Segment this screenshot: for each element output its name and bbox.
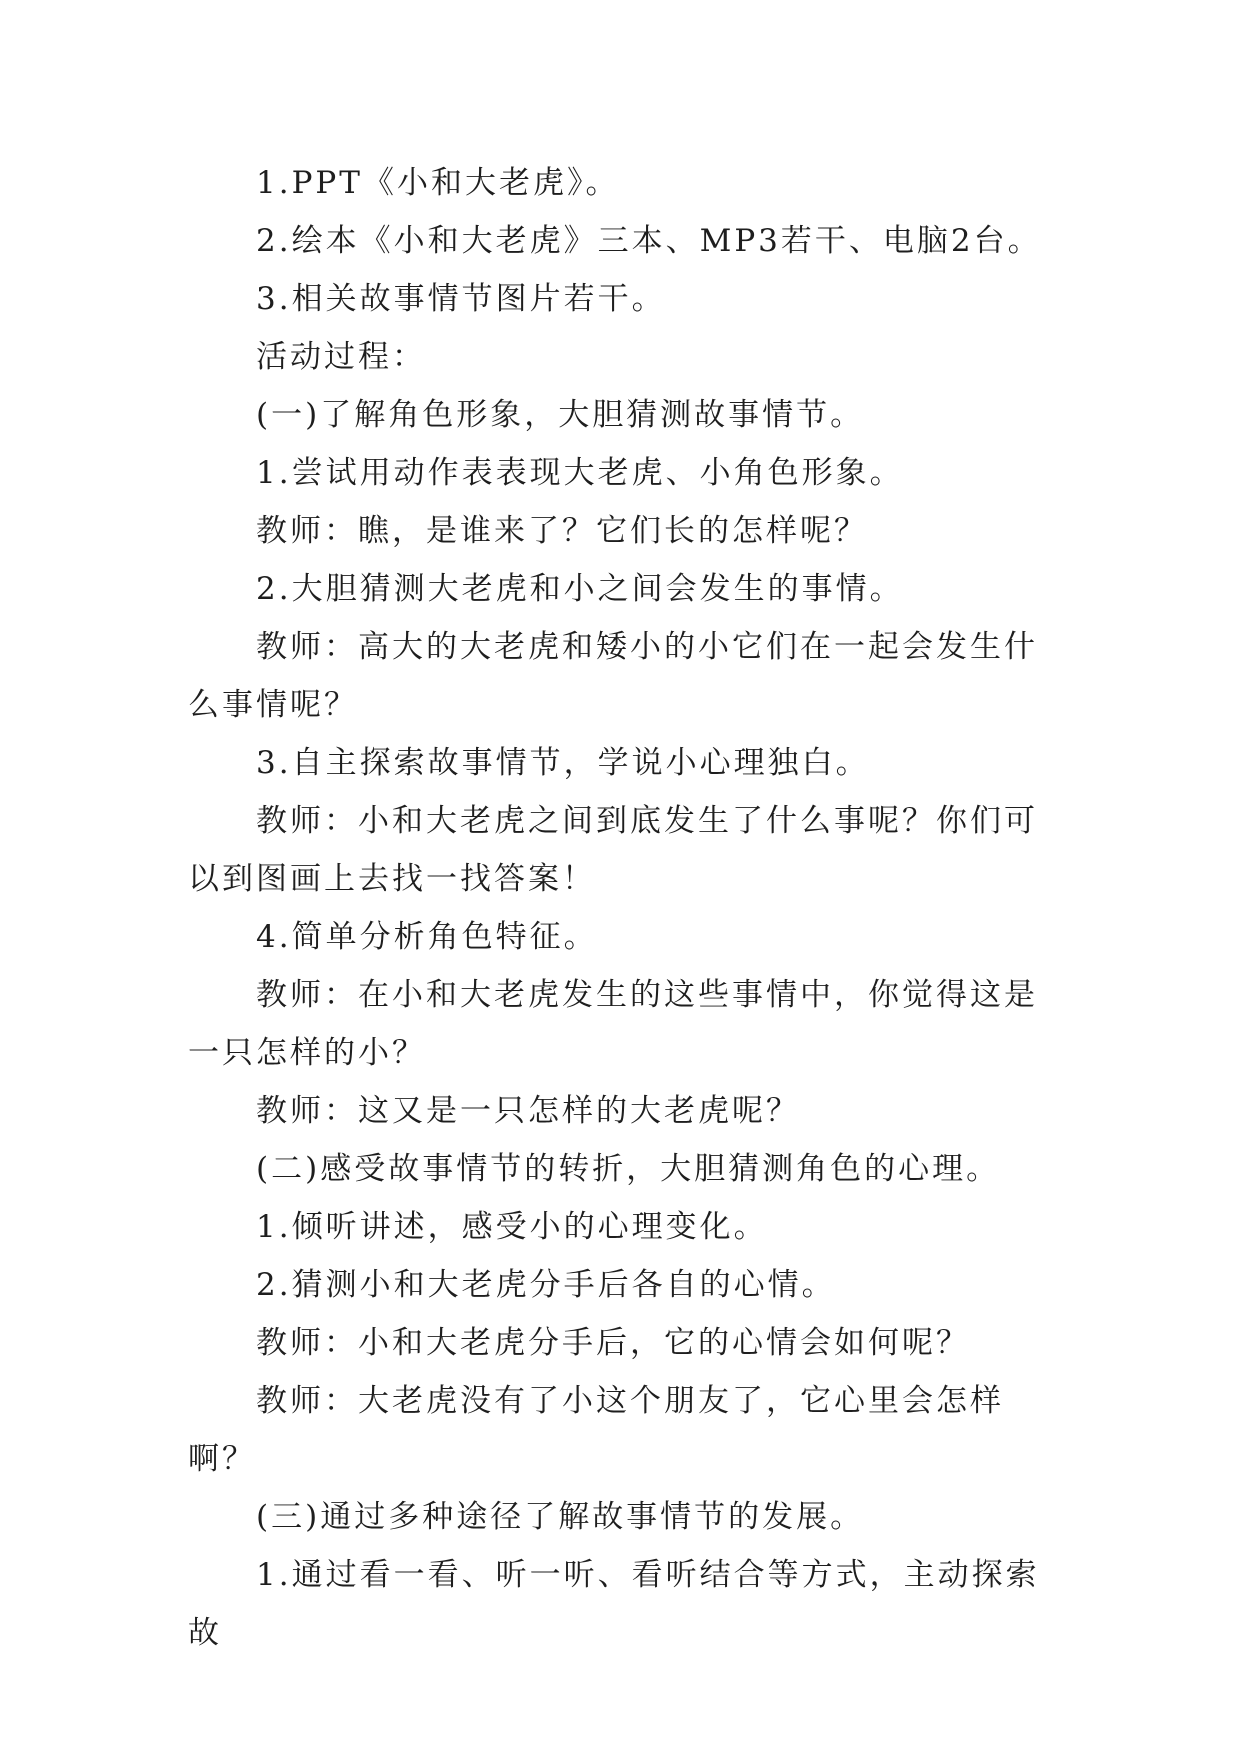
document-body xyxy=(188,154,1050,1662)
paragraph: 教师：高大的大老虎和矮小的小它们在一起会发生什么事情呢？ xyxy=(188,629,1038,723)
paragraph: 教师：瞧，是谁来了？它们长的怎样呢？ xyxy=(256,513,868,549)
section-heading: (二)感受故事情节的转折，大胆猜测角色的心理。 xyxy=(256,1151,1001,1187)
paragraph: 教师：在小和大老虎发生的这些事情中，你觉得这是一只怎样的小？ xyxy=(188,977,1038,1071)
paragraph: 1.通过看一看、听一听、看听结合等方式，主动探索故 xyxy=(188,1557,1040,1651)
section-heading: (一)了解角色形象，大胆猜测故事情节。 xyxy=(256,397,865,433)
paragraph: 2.大胆猜测大老虎和小之间会发生的事情。 xyxy=(256,571,904,607)
paragraph: 3.相关故事情节图片若干。 xyxy=(256,281,666,317)
paragraph: 1.PPT《小和大老虎》。 xyxy=(256,165,620,201)
paragraph: 3.自主探索故事情节，学说小心理独白。 xyxy=(256,745,870,781)
paragraph: 教师：小和大老虎之间到底发生了什么事呢？你们可以到图画上去找一找答案！ xyxy=(188,803,1038,897)
paragraph: 教师：这又是一只怎样的大老虎呢？ xyxy=(256,1093,800,1129)
paragraph: 1.倾听讲述，感受小的心理变化。 xyxy=(256,1209,768,1245)
paragraph: 2.猜测小和大老虎分手后各自的心情。 xyxy=(256,1267,836,1303)
paragraph: 教师：大老虎没有了小这个朋友了，它心里会怎样啊？ xyxy=(188,1383,1004,1477)
paragraph: 教师：小和大老虎分手后，它的心情会如何呢？ xyxy=(256,1325,970,1361)
paragraph: 1.尝试用动作表表现大老虎、小角色形象。 xyxy=(256,455,904,491)
section-heading: (三)通过多种途径了解故事情节的发展。 xyxy=(256,1499,865,1535)
paragraph: 4.简单分析角色特征。 xyxy=(256,919,598,955)
paragraph: 2.绘本《小和大老虎》三本、MP3若干、电脑2台。 xyxy=(256,223,1042,259)
section-label: 活动过程： xyxy=(256,339,426,375)
